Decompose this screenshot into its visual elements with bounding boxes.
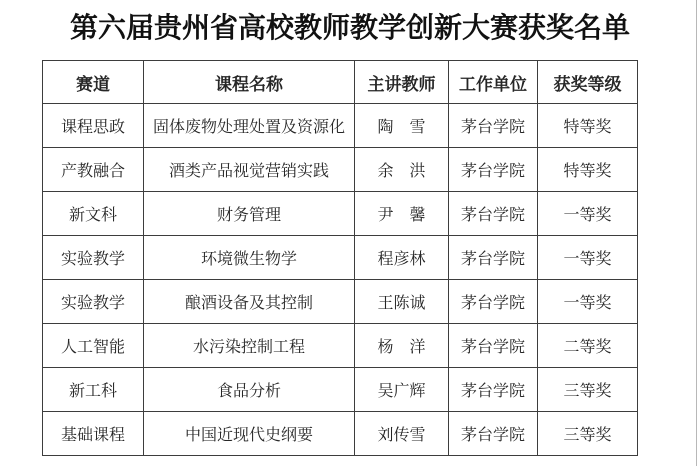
table-row <box>43 148 638 192</box>
cell-award-level: 一等奖 <box>538 192 638 236</box>
cell-track: 实验教学 <box>43 236 144 280</box>
cell-track: 产教融合 <box>43 148 144 192</box>
cell-work-unit: 茅台学院 <box>449 368 538 412</box>
cell-teacher: 程彦林 <box>355 236 449 280</box>
cell-teacher: 王陈诚 <box>355 280 449 324</box>
table-row <box>43 412 638 456</box>
cell-track: 基础课程 <box>43 412 144 456</box>
cell-course-name: 环境微生物学 <box>144 236 355 280</box>
cell-work-unit: 茅台学院 <box>449 148 538 192</box>
cell-award-level: 三等奖 <box>538 412 638 456</box>
column-header-track: 赛道 <box>43 61 144 104</box>
cell-award-level: 二等奖 <box>538 324 638 368</box>
cell-work-unit: 茅台学院 <box>449 236 538 280</box>
cell-course-name: 财务管理 <box>144 192 355 236</box>
cell-teacher: 杨 洋 <box>355 324 449 368</box>
cell-award-level: 一等奖 <box>538 280 638 324</box>
column-header-course-name: 课程名称 <box>144 61 355 104</box>
cell-course-name: 固体废物处理处置及资源化 <box>144 104 355 148</box>
page-edge-line <box>696 0 697 466</box>
cell-work-unit: 茅台学院 <box>449 104 538 148</box>
cell-course-name: 食品分析 <box>144 368 355 412</box>
cell-track: 实验教学 <box>43 280 144 324</box>
cell-teacher: 刘传雪 <box>355 412 449 456</box>
cell-teacher: 余 洪 <box>355 148 449 192</box>
cell-work-unit: 茅台学院 <box>449 324 538 368</box>
cell-award-level: 特等奖 <box>538 148 638 192</box>
cell-track: 人工智能 <box>43 324 144 368</box>
table-row <box>43 280 638 324</box>
cell-teacher: 陶 雪 <box>355 104 449 148</box>
cell-award-level: 三等奖 <box>538 368 638 412</box>
cell-teacher: 吴广辉 <box>355 368 449 412</box>
award-table <box>42 60 638 456</box>
cell-course-name: 水污染控制工程 <box>144 324 355 368</box>
cell-track: 新文科 <box>43 192 144 236</box>
document-title: 第六届贵州省高校教师教学创新大赛获奖名单 <box>69 13 630 44</box>
cell-course-name: 酿酒设备及其控制 <box>144 280 355 324</box>
table-row <box>43 324 638 368</box>
table-row <box>43 192 638 236</box>
cell-work-unit: 茅台学院 <box>449 192 538 236</box>
table-row <box>43 368 638 412</box>
cell-course-name: 中国近现代史纲要 <box>144 412 355 456</box>
cell-course-name: 酒类产品视觉营销实践 <box>144 148 355 192</box>
column-header-teacher: 主讲教师 <box>355 61 449 104</box>
column-header-award-level: 获奖等级 <box>538 61 638 104</box>
table-header-row <box>43 61 638 104</box>
cell-teacher: 尹 馨 <box>355 192 449 236</box>
table-row <box>43 104 638 148</box>
table-row <box>43 236 638 280</box>
cell-track: 新工科 <box>43 368 144 412</box>
cell-work-unit: 茅台学院 <box>449 280 538 324</box>
column-header-work-unit: 工作单位 <box>449 61 538 104</box>
cell-award-level: 特等奖 <box>538 104 638 148</box>
cell-award-level: 一等奖 <box>538 236 638 280</box>
cell-track: 课程思政 <box>43 104 144 148</box>
cell-work-unit: 茅台学院 <box>449 412 538 456</box>
